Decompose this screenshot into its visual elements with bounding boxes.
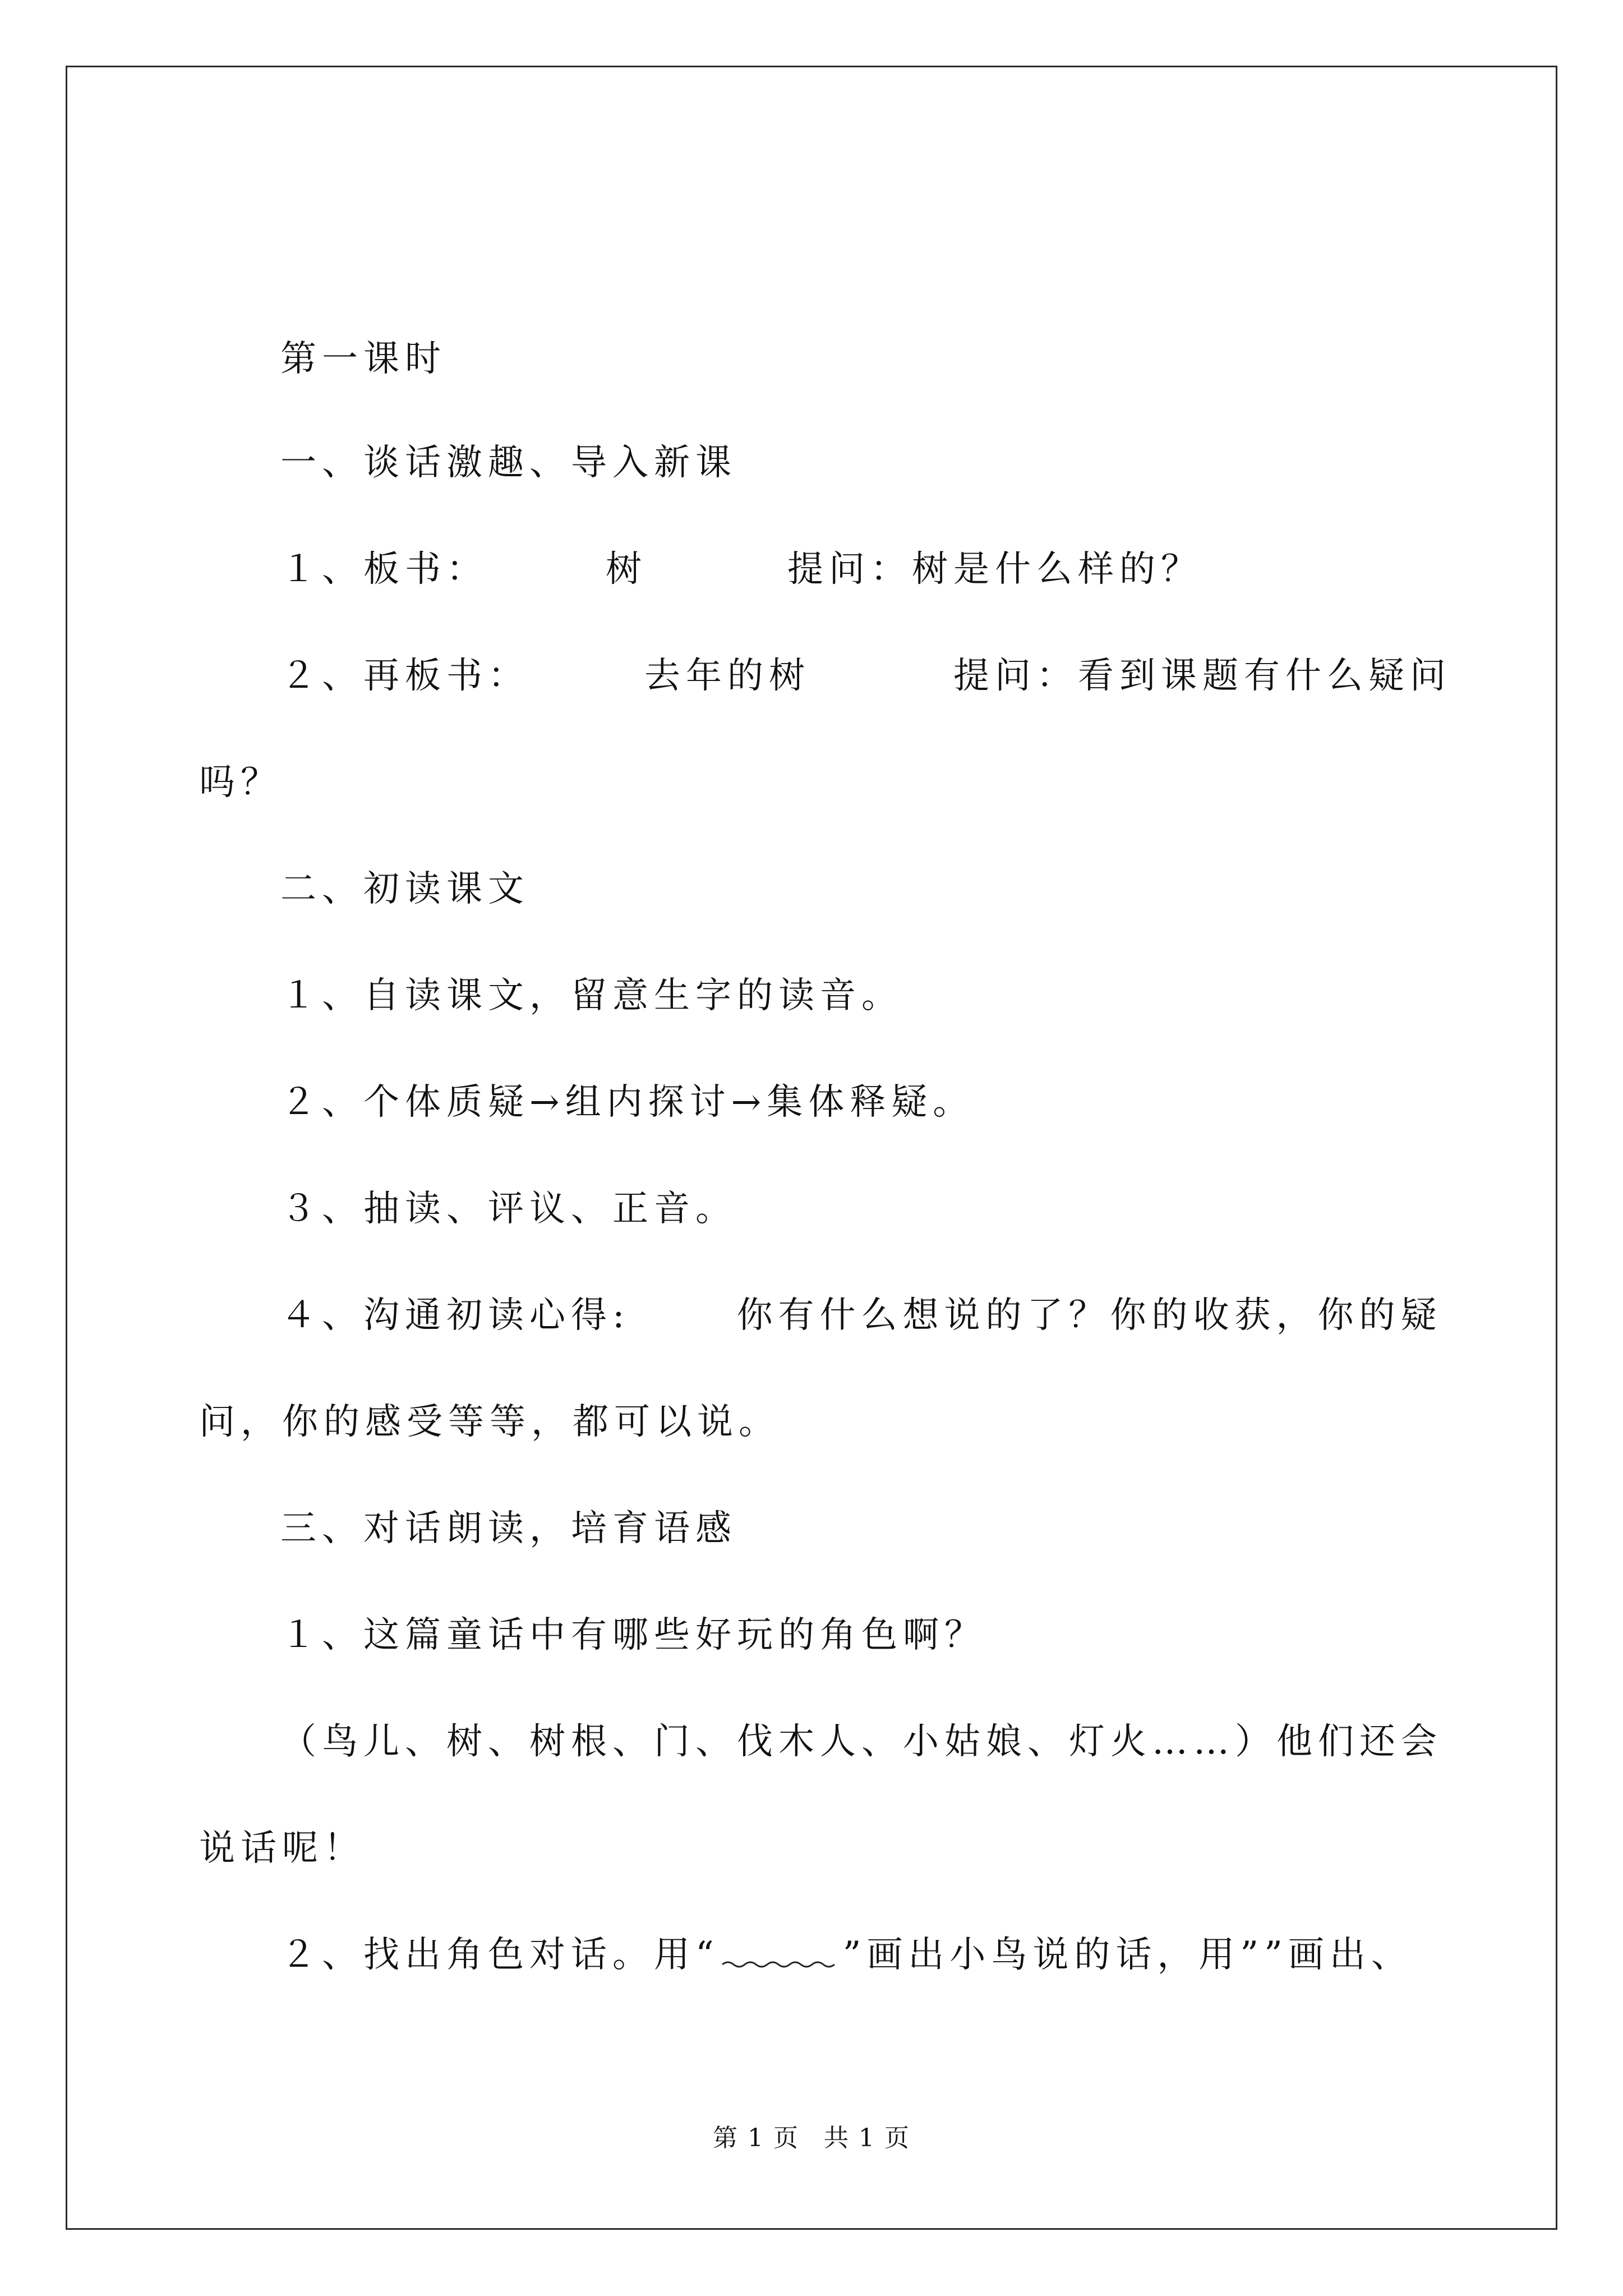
item-2-4: ４、沟通初读心得: 你有什么想说的了？你的收获，你的疑: [280, 1295, 1442, 1336]
item-1-2-continued: 吗？: [199, 762, 282, 803]
wavy-underline-mark: [720, 1933, 843, 1967]
item-3-1: １、这篇童话中有哪些好玩的角色啊？: [280, 1614, 986, 1656]
item-2-3: ３、抽读、评议、正音。: [280, 1188, 737, 1230]
item-2-4-continued: 问，你的感受等等，都可以说。: [199, 1401, 780, 1443]
item-1-1: １、板书： 树 提问：树是什么样的？: [280, 549, 1202, 590]
heading-first-lesson: 第一课时: [280, 338, 446, 380]
page-border: [66, 66, 1557, 2230]
item-3-2: ２、找出角色对话。用“ ”画出小鸟说的话，用””画出、: [280, 1934, 1413, 1976]
item-1-2: ２、再板书： 去年的树 提问：看到课题有什么疑问: [280, 655, 1451, 697]
item-3-1-note-continued: 说话呢！: [199, 1828, 365, 1869]
item-2-1: １、自读课文，留意生字的读音。: [280, 975, 903, 1016]
page-footer: [0, 2118, 1623, 2154]
item-3-1-note: （鸟儿、树、树根、门、伐木人、小姑娘、灯火……）他们还会: [280, 1721, 1442, 1763]
item-2-2: ２、个体质疑→组内探讨→集体释疑。: [280, 1082, 975, 1123]
page-total: 共 1 页: [824, 2124, 910, 2152]
section-3-title: 三、对话朗读，培育语感: [280, 1508, 737, 1549]
section-1-title: 一、谈话激趣、导入新课: [280, 442, 737, 484]
section-2-title: 二、初读课文: [280, 868, 529, 910]
page-number: 第 1 页: [713, 2124, 799, 2152]
